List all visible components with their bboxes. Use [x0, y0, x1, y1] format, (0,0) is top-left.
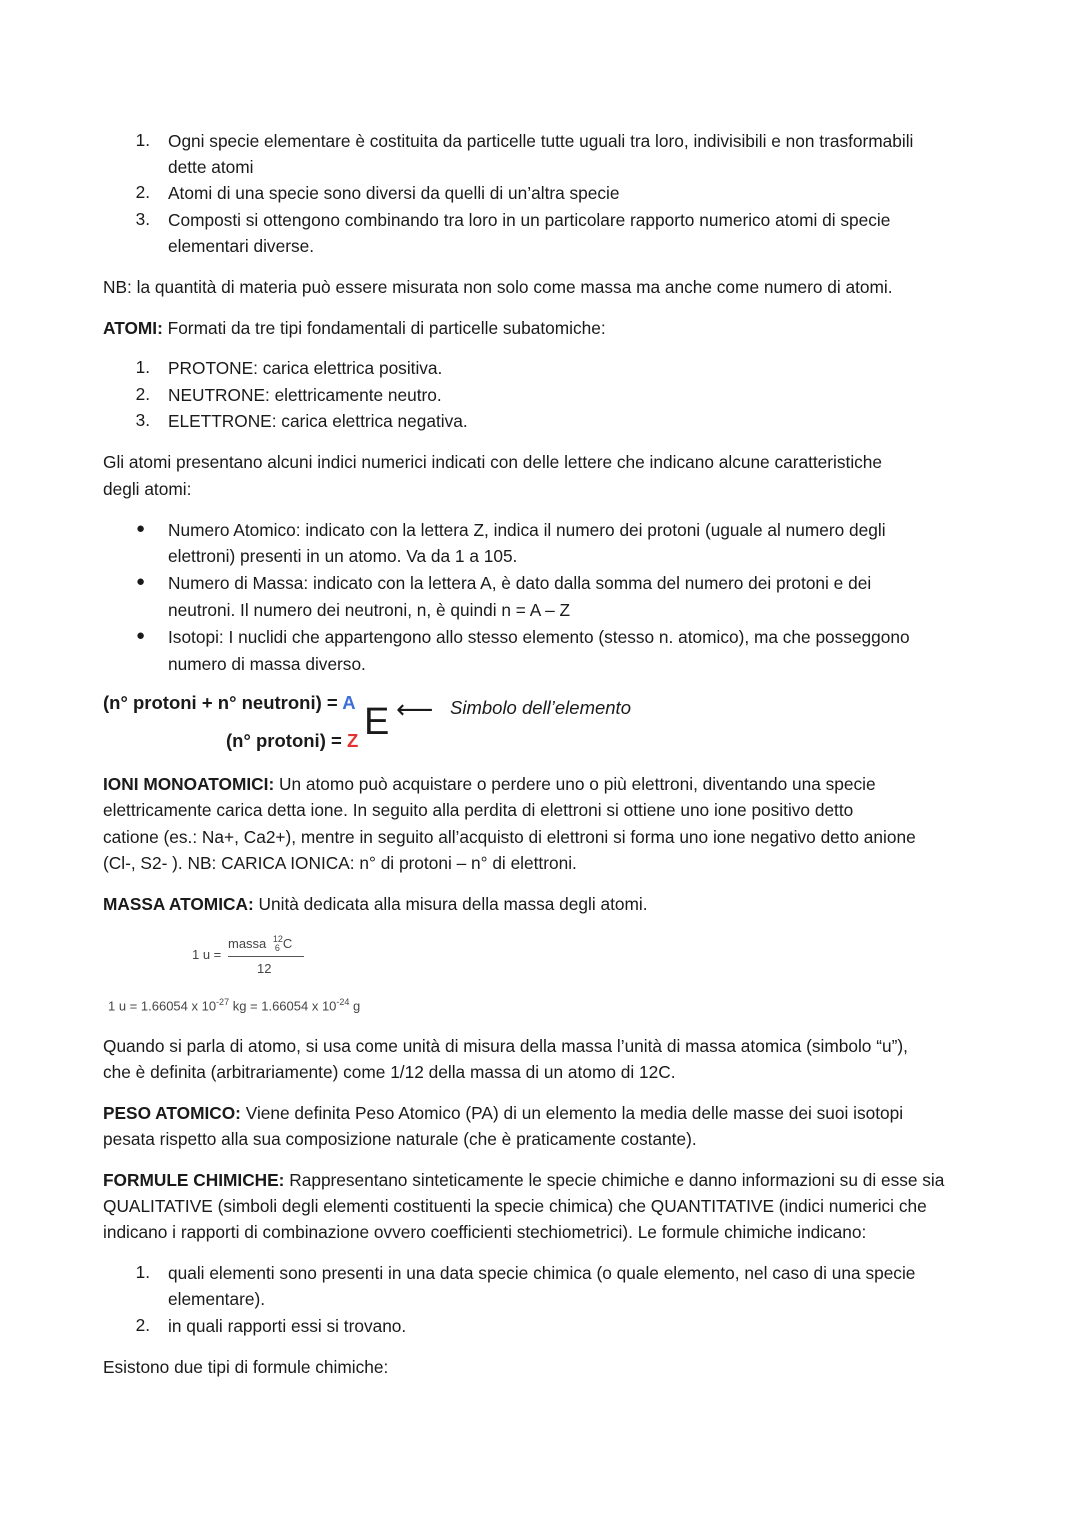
list-item-text: NEUTRONE: elettricamente neutro. — [168, 385, 442, 405]
list-number: 2. — [135, 182, 150, 202]
atomic-number-letter: Z — [346, 730, 359, 751]
atomic-number-label: (n° protoni) = Z — [226, 730, 359, 751]
bullet-text: elettroni) presenti in un atomo. Va da 1 a 105. — [168, 546, 518, 566]
peso-heading: PESO ATOMICO: — [103, 1103, 241, 1123]
peso-paragraph: PESO ATOMICO: Viene definita Peso Atomico (PA) di un elemento la media delle masse dei suoi isotopi — [103, 1103, 904, 1123]
atomi-paragraph — [103, 315, 606, 341]
atomi-heading: ATOMI: — [103, 318, 163, 338]
list-item-text: quali elementi sono presenti in una data specie chimica (o quale elemento, nel caso di una specie — [168, 1263, 916, 1283]
bullet-text: neutroni. Il numero dei neutroni, n, è quindi n = A – Z — [168, 600, 571, 620]
massa-heading: MASSA ATOMICA: — [103, 894, 254, 914]
formule-heading: FORMULE CHIMICHE: — [103, 1170, 285, 1190]
bullet-text: Numero Atomico: indicato con la lettera Z, indica il numero dei protoni (uguale al numero degli — [168, 520, 886, 540]
ioni-paragraph: catione (es.: Na+, Ca2+), mentre in seguito all’acquisto di elettroni si forma uno ione negativo detto anione — [103, 827, 916, 847]
indici-paragraph: degli atomi: — [103, 479, 192, 499]
list-number: 1. — [135, 130, 150, 150]
fraction-bar — [228, 956, 304, 957]
symbol-caption: Simbolo dell’elemento — [450, 697, 631, 718]
formula-lhs: 1 u = — [192, 947, 222, 962]
list-number: 2. — [135, 384, 150, 404]
formula-denominator: 12 — [257, 961, 272, 976]
ioni-paragraph: IONI MONOATOMICI: Un atomo può acquistare o perdere uno o più elettroni, diventando una specie — [103, 774, 876, 794]
list-item-text: ELETTRONE: carica elettrica negativa. — [168, 411, 468, 431]
mass-number-label: (n° protoni + n° neutroni) = A — [103, 692, 356, 713]
bullet-icon: ● — [136, 573, 146, 590]
ioni-paragraph: (Cl-, S2- ). NB: CARICA IONICA: n° di protoni – n° di elettroni. — [103, 853, 577, 873]
formule-paragraph: QUALITATIVE (simboli degli elementi costituenti la specie chimica) che QUANTITATIVE (indici numerici che — [103, 1196, 927, 1216]
list-number: 2. — [135, 1315, 150, 1335]
massa-paragraph: MASSA ATOMICA: Unità dedicata alla misura della massa degli atomi. — [103, 894, 648, 914]
unita-paragraph: che è definita (arbitrariamente) come 1/12 della massa di un atomo di 12C. — [103, 1062, 676, 1082]
mass-number-letter: A — [342, 692, 356, 713]
formula-numerator: massa 12 6 C — [228, 934, 293, 953]
bullet-icon: ● — [136, 520, 146, 537]
bullet-text: Isotopi: I nuclidi che appartengono allo stesso elemento (stesso n. atomico), ma che posseggono — [168, 627, 910, 647]
formule-paragraph: FORMULE CHIMICHE: Rappresentano sinteticamente le specie chimiche e danno informazioni su di esse sia — [103, 1170, 945, 1190]
ioni-paragraph: elettricamente carica detta ione. In seguito alla perdita di elettroni si ottiene uno ione positivo detto — [103, 800, 854, 820]
bullet-text: Numero di Massa: indicato con la lettera A, è dato dalla somma del numero dei protoni e dei — [168, 573, 872, 593]
nb-paragraph: NB: la quantità di materia può essere misurata non solo come massa ma anche come numero di atomi. — [103, 277, 893, 297]
unita-paragraph: Quando si parla di atomo, si usa come unità di misura della massa l’unità di massa atomica (simbolo “u”), — [103, 1036, 908, 1056]
final-paragraph: Esistono due tipi di formule chimiche: — [103, 1357, 389, 1377]
list-item-text: dette atomi — [168, 157, 254, 177]
list-number: 1. — [135, 1262, 150, 1282]
list-item-text: Composti si ottengono combinando tra loro in un particolare rapporto numerico atomi di specie — [168, 210, 891, 230]
element-symbol: E — [364, 701, 390, 743]
list-number: 3. — [135, 410, 150, 430]
atomi-text: Formati da tre tipi fondamentali di particelle subatomiche: — [162, 318, 606, 338]
list-number: 3. — [135, 209, 150, 229]
bullet-icon: ● — [136, 627, 146, 644]
atomic-mass-equivalence: 1 u = 1.66054 x $10^{-27}$ kg = 1.66054 x $10^{-24}$ g — [108, 997, 361, 1014]
list-number: 1. — [135, 357, 150, 377]
formule-paragraph: indicano i rapporti di combinazione ovvero coefficienti stechiometrici). Le formule chimiche indicano: — [103, 1222, 867, 1242]
list-item-text: elementari diverse. — [168, 236, 314, 256]
bullet-text: numero di massa diverso. — [168, 654, 366, 674]
arrow-left-icon: ⟵ — [396, 694, 434, 724]
list-item-text: in quali rapporti essi si trovano. — [168, 1316, 407, 1336]
indici-paragraph: Gli atomi presentano alcuni indici numerici indicati con delle lettere che indicano alcune caratteristiche — [103, 452, 883, 472]
peso-paragraph: pesata rispetto alla sua composizione naturale (che è praticamente costante). — [103, 1129, 697, 1149]
ioni-heading: IONI MONOATOMICI: — [103, 774, 275, 794]
list-item-text: elementare). — [168, 1289, 266, 1309]
list-item-text: PROTONE: carica elettrica positiva. — [168, 358, 443, 378]
list-item-text: Ogni specie elementare è costituita da particelle tutte uguali tra loro, indivisibili e non trasformabili — [168, 131, 914, 151]
list-item-text: Atomi di una specie sono diversi da quelli di un’altra specie — [168, 183, 620, 203]
